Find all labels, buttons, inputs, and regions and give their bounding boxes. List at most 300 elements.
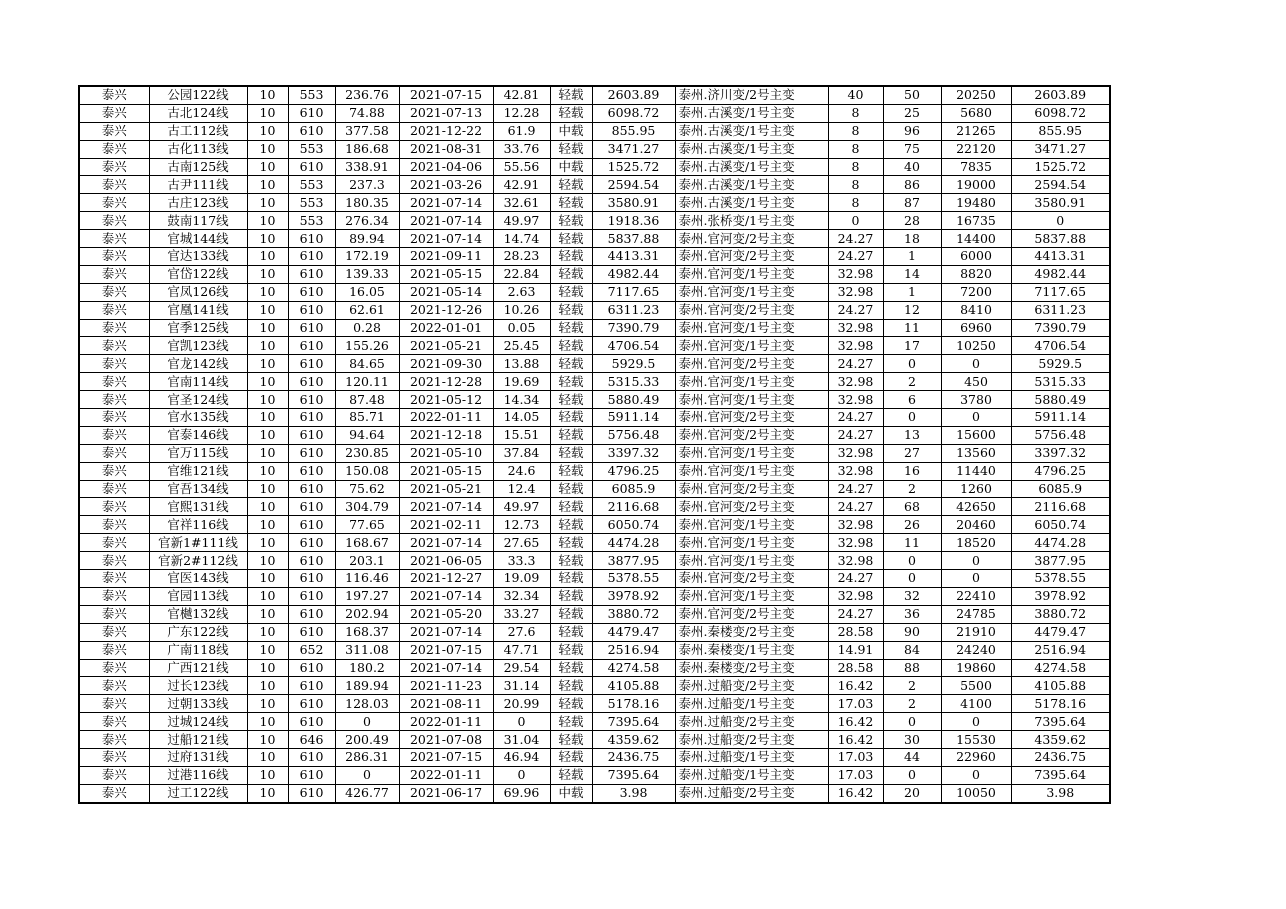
load-rate-cell: 0 — [493, 713, 550, 731]
capacity-total-cell: 20250 — [941, 86, 1011, 104]
table-body — [79, 86, 1110, 803]
city-cell: 泰兴 — [79, 265, 149, 283]
load-rate-cell: 0.05 — [493, 319, 550, 337]
capacity-total-cell: 8410 — [941, 301, 1011, 319]
city-cell: 泰兴 — [79, 230, 149, 248]
date-cell: 2021-08-11 — [399, 695, 493, 713]
capacity-cell: 610 — [288, 516, 335, 534]
date-cell: 2021-07-14 — [399, 230, 493, 248]
load-rate-cell: 37.84 — [493, 444, 550, 462]
load-status-cell: 轻载 — [550, 766, 592, 784]
city-cell: 泰兴 — [79, 731, 149, 749]
count-cell: 11 — [883, 319, 941, 337]
line-name-cell: 古工112线 — [149, 122, 247, 140]
capacity-cell: 610 — [288, 748, 335, 766]
margin-cell: 5911.14 — [592, 409, 675, 427]
available-cell: 6050.74 — [1011, 516, 1110, 534]
capacity-cell: 610 — [288, 283, 335, 301]
city-cell: 泰兴 — [79, 462, 149, 480]
capacity-total-cell: 0 — [941, 766, 1011, 784]
line-name-cell: 官新2#112线 — [149, 552, 247, 570]
load-rate-cell: 69.96 — [493, 784, 550, 802]
table-row — [79, 480, 1110, 498]
available-cell: 4706.54 — [1011, 337, 1110, 355]
table-row — [79, 552, 1110, 570]
load-cell: 197.27 — [335, 587, 399, 605]
margin-cell: 2116.68 — [592, 498, 675, 516]
load-cell: 0 — [335, 766, 399, 784]
load-cell: 189.94 — [335, 677, 399, 695]
count-cell: 6 — [883, 391, 941, 409]
line-name-cell: 古南125线 — [149, 158, 247, 176]
line-name-cell: 官吾134线 — [149, 480, 247, 498]
load-status-cell: 轻载 — [550, 86, 592, 104]
available-cell: 4479.47 — [1011, 623, 1110, 641]
capacity-total-cell: 7835 — [941, 158, 1011, 176]
voltage-cell: 10 — [247, 766, 288, 784]
date-cell: 2021-07-15 — [399, 748, 493, 766]
transformer-cell: 泰州.官河变/1号主变 — [675, 534, 828, 552]
table-row — [79, 283, 1110, 301]
capacity-total-cell: 16735 — [941, 212, 1011, 230]
voltage-cell: 10 — [247, 140, 288, 158]
table-row — [79, 731, 1110, 749]
line-name-cell: 官祥116线 — [149, 516, 247, 534]
line-name-cell: 官园113线 — [149, 587, 247, 605]
transformer-load-cell: 32.98 — [828, 587, 883, 605]
load-rate-cell: 12.73 — [493, 516, 550, 534]
count-cell: 12 — [883, 301, 941, 319]
date-cell: 2021-12-18 — [399, 426, 493, 444]
transformer-cell: 泰州.过船变/2号主变 — [675, 731, 828, 749]
table-row — [79, 605, 1110, 623]
voltage-cell: 10 — [247, 641, 288, 659]
load-status-cell: 轻载 — [550, 462, 592, 480]
city-cell: 泰兴 — [79, 480, 149, 498]
load-status-cell: 轻载 — [550, 176, 592, 194]
capacity-cell: 553 — [288, 212, 335, 230]
capacity-cell: 610 — [288, 104, 335, 122]
transformer-load-cell: 32.98 — [828, 337, 883, 355]
load-status-cell: 轻载 — [550, 248, 592, 266]
line-name-cell: 官圣124线 — [149, 391, 247, 409]
load-status-cell: 轻载 — [550, 605, 592, 623]
count-cell: 96 — [883, 122, 941, 140]
load-cell: 186.68 — [335, 140, 399, 158]
capacity-cell: 610 — [288, 659, 335, 677]
margin-cell: 4105.88 — [592, 677, 675, 695]
date-cell: 2022-01-11 — [399, 713, 493, 731]
table-row — [79, 373, 1110, 391]
line-name-cell: 官凰141线 — [149, 301, 247, 319]
margin-cell: 7390.79 — [592, 319, 675, 337]
transformer-load-cell: 8 — [828, 194, 883, 212]
capacity-cell: 610 — [288, 355, 335, 373]
count-cell: 2 — [883, 373, 941, 391]
load-cell: 304.79 — [335, 498, 399, 516]
table-row — [79, 713, 1110, 731]
city-cell: 泰兴 — [79, 122, 149, 140]
count-cell: 13 — [883, 426, 941, 444]
transformer-cell: 泰州.官河变/2号主变 — [675, 570, 828, 588]
load-rate-cell: 14.05 — [493, 409, 550, 427]
load-status-cell: 轻载 — [550, 319, 592, 337]
capacity-cell: 610 — [288, 534, 335, 552]
load-rate-cell: 14.34 — [493, 391, 550, 409]
city-cell: 泰兴 — [79, 426, 149, 444]
capacity-cell: 553 — [288, 140, 335, 158]
voltage-cell: 10 — [247, 570, 288, 588]
load-cell: 236.76 — [335, 86, 399, 104]
line-name-cell: 古尹111线 — [149, 176, 247, 194]
available-cell: 5837.88 — [1011, 230, 1110, 248]
transformer-cell: 泰州.过船变/1号主变 — [675, 695, 828, 713]
load-rate-cell: 20.99 — [493, 695, 550, 713]
capacity-cell: 610 — [288, 122, 335, 140]
date-cell: 2021-07-14 — [399, 659, 493, 677]
date-cell: 2021-04-06 — [399, 158, 493, 176]
count-cell: 32 — [883, 587, 941, 605]
margin-cell: 2516.94 — [592, 641, 675, 659]
count-cell: 11 — [883, 534, 941, 552]
line-name-cell: 官凤126线 — [149, 283, 247, 301]
capacity-cell: 610 — [288, 713, 335, 731]
city-cell: 泰兴 — [79, 283, 149, 301]
available-cell: 7390.79 — [1011, 319, 1110, 337]
load-cell: 94.64 — [335, 426, 399, 444]
city-cell: 泰兴 — [79, 248, 149, 266]
load-status-cell: 轻载 — [550, 641, 592, 659]
available-cell: 0 — [1011, 212, 1110, 230]
city-cell: 泰兴 — [79, 373, 149, 391]
table-row — [79, 426, 1110, 444]
load-status-cell: 轻载 — [550, 570, 592, 588]
available-cell: 5315.33 — [1011, 373, 1110, 391]
margin-cell: 2603.89 — [592, 86, 675, 104]
table-row — [79, 355, 1110, 373]
table-row — [79, 695, 1110, 713]
city-cell: 泰兴 — [79, 534, 149, 552]
load-cell: 0 — [335, 713, 399, 731]
voltage-cell: 10 — [247, 444, 288, 462]
load-cell: 75.62 — [335, 480, 399, 498]
voltage-cell: 10 — [247, 158, 288, 176]
line-name-cell: 过船121线 — [149, 731, 247, 749]
load-status-cell: 轻载 — [550, 355, 592, 373]
available-cell: 4359.62 — [1011, 731, 1110, 749]
capacity-cell: 610 — [288, 248, 335, 266]
transformer-load-cell: 32.98 — [828, 265, 883, 283]
voltage-cell: 10 — [247, 713, 288, 731]
capacity-total-cell: 10250 — [941, 337, 1011, 355]
capacity-total-cell: 4100 — [941, 695, 1011, 713]
available-cell: 4105.88 — [1011, 677, 1110, 695]
transformer-load-cell: 32.98 — [828, 516, 883, 534]
city-cell: 泰兴 — [79, 766, 149, 784]
available-cell: 7395.64 — [1011, 713, 1110, 731]
margin-cell: 5756.48 — [592, 426, 675, 444]
capacity-total-cell: 5680 — [941, 104, 1011, 122]
transformer-cell: 泰州.古溪变/1号主变 — [675, 104, 828, 122]
voltage-cell: 10 — [247, 194, 288, 212]
capacity-cell: 610 — [288, 587, 335, 605]
load-rate-cell: 31.14 — [493, 677, 550, 695]
date-cell: 2021-09-11 — [399, 248, 493, 266]
margin-cell: 855.95 — [592, 122, 675, 140]
count-cell: 17 — [883, 337, 941, 355]
margin-cell: 4706.54 — [592, 337, 675, 355]
date-cell: 2021-02-11 — [399, 516, 493, 534]
load-cell: 172.19 — [335, 248, 399, 266]
transformer-load-cell: 16.42 — [828, 713, 883, 731]
city-cell: 泰兴 — [79, 194, 149, 212]
load-cell: 116.46 — [335, 570, 399, 588]
table-row — [79, 462, 1110, 480]
load-status-cell: 轻载 — [550, 748, 592, 766]
load-status-cell: 轻载 — [550, 731, 592, 749]
line-name-cell: 官医143线 — [149, 570, 247, 588]
available-cell: 2516.94 — [1011, 641, 1110, 659]
load-rate-cell: 13.88 — [493, 355, 550, 373]
load-cell: 85.71 — [335, 409, 399, 427]
transformer-load-cell: 16.42 — [828, 677, 883, 695]
voltage-cell: 10 — [247, 230, 288, 248]
date-cell: 2021-12-27 — [399, 570, 493, 588]
available-cell: 3.98 — [1011, 784, 1110, 802]
load-cell: 128.03 — [335, 695, 399, 713]
voltage-cell: 10 — [247, 248, 288, 266]
transformer-cell: 泰州.官河变/1号主变 — [675, 516, 828, 534]
load-rate-cell: 47.71 — [493, 641, 550, 659]
count-cell: 25 — [883, 104, 941, 122]
available-cell: 7117.65 — [1011, 283, 1110, 301]
capacity-total-cell: 24785 — [941, 605, 1011, 623]
capacity-cell: 610 — [288, 677, 335, 695]
voltage-cell: 10 — [247, 176, 288, 194]
load-cell: 74.88 — [335, 104, 399, 122]
margin-cell: 4413.31 — [592, 248, 675, 266]
capacity-cell: 610 — [288, 373, 335, 391]
table-row — [79, 158, 1110, 176]
line-name-cell: 过港116线 — [149, 766, 247, 784]
table-row — [79, 409, 1110, 427]
transformer-cell: 泰州.官河变/1号主变 — [675, 552, 828, 570]
table-row — [79, 659, 1110, 677]
transformer-load-cell: 28.58 — [828, 659, 883, 677]
transformer-load-cell: 28.58 — [828, 623, 883, 641]
date-cell: 2021-07-14 — [399, 623, 493, 641]
date-cell: 2021-05-15 — [399, 265, 493, 283]
city-cell: 泰兴 — [79, 713, 149, 731]
margin-cell: 4359.62 — [592, 731, 675, 749]
line-name-cell: 官龙142线 — [149, 355, 247, 373]
margin-cell: 5178.16 — [592, 695, 675, 713]
voltage-cell: 10 — [247, 784, 288, 802]
voltage-cell: 10 — [247, 534, 288, 552]
transformer-cell: 泰州.秦楼变/1号主变 — [675, 641, 828, 659]
load-rate-cell: 27.65 — [493, 534, 550, 552]
margin-cell: 3978.92 — [592, 587, 675, 605]
capacity-cell: 610 — [288, 444, 335, 462]
margin-cell: 7117.65 — [592, 283, 675, 301]
load-status-cell: 轻载 — [550, 623, 592, 641]
available-cell: 5756.48 — [1011, 426, 1110, 444]
transformer-load-cell: 24.27 — [828, 480, 883, 498]
load-status-cell: 轻载 — [550, 409, 592, 427]
margin-cell: 1525.72 — [592, 158, 675, 176]
capacity-cell: 610 — [288, 462, 335, 480]
date-cell: 2021-05-10 — [399, 444, 493, 462]
table-row — [79, 498, 1110, 516]
load-cell: 230.85 — [335, 444, 399, 462]
load-cell: 377.58 — [335, 122, 399, 140]
date-cell: 2021-09-30 — [399, 355, 493, 373]
margin-cell: 1918.36 — [592, 212, 675, 230]
capacity-cell: 610 — [288, 337, 335, 355]
table-row — [79, 265, 1110, 283]
city-cell: 泰兴 — [79, 104, 149, 122]
voltage-cell: 10 — [247, 301, 288, 319]
load-status-cell: 轻载 — [550, 498, 592, 516]
city-cell: 泰兴 — [79, 176, 149, 194]
voltage-cell: 10 — [247, 409, 288, 427]
transformer-load-cell: 8 — [828, 122, 883, 140]
table-row — [79, 587, 1110, 605]
load-rate-cell: 42.81 — [493, 86, 550, 104]
load-status-cell: 轻载 — [550, 337, 592, 355]
transformer-load-cell: 32.98 — [828, 552, 883, 570]
capacity-total-cell: 21910 — [941, 623, 1011, 641]
transformer-cell: 泰州.过船变/2号主变 — [675, 677, 828, 695]
transformer-load-cell: 8 — [828, 176, 883, 194]
load-rate-cell: 49.97 — [493, 498, 550, 516]
available-cell: 1525.72 — [1011, 158, 1110, 176]
voltage-cell: 10 — [247, 337, 288, 355]
voltage-cell: 10 — [247, 283, 288, 301]
load-cell: 120.11 — [335, 373, 399, 391]
line-name-cell: 官城144线 — [149, 230, 247, 248]
available-cell: 5880.49 — [1011, 391, 1110, 409]
capacity-total-cell: 42650 — [941, 498, 1011, 516]
margin-cell: 3471.27 — [592, 140, 675, 158]
available-cell: 5929.5 — [1011, 355, 1110, 373]
transformer-load-cell: 32.98 — [828, 391, 883, 409]
count-cell: 2 — [883, 480, 941, 498]
transformer-cell: 泰州.官河变/2号主变 — [675, 498, 828, 516]
transformer-cell: 泰州.官河变/2号主变 — [675, 230, 828, 248]
load-status-cell: 轻载 — [550, 480, 592, 498]
load-rate-cell: 14.74 — [493, 230, 550, 248]
available-cell: 855.95 — [1011, 122, 1110, 140]
table-row — [79, 570, 1110, 588]
line-name-cell: 广南118线 — [149, 641, 247, 659]
date-cell: 2021-07-14 — [399, 194, 493, 212]
capacity-total-cell: 0 — [941, 355, 1011, 373]
transformer-cell: 泰州.古溪变/1号主变 — [675, 122, 828, 140]
available-cell: 4982.44 — [1011, 265, 1110, 283]
transformer-cell: 泰州.官河变/2号主变 — [675, 605, 828, 623]
capacity-cell: 610 — [288, 605, 335, 623]
load-status-cell: 轻载 — [550, 391, 592, 409]
capacity-total-cell: 7200 — [941, 283, 1011, 301]
count-cell: 2 — [883, 695, 941, 713]
table-row — [79, 516, 1110, 534]
load-rate-cell: 0 — [493, 766, 550, 784]
margin-cell: 2594.54 — [592, 176, 675, 194]
load-rate-cell: 33.3 — [493, 552, 550, 570]
transformer-cell: 泰州.官河变/1号主变 — [675, 337, 828, 355]
load-cell: 155.26 — [335, 337, 399, 355]
capacity-total-cell: 3780 — [941, 391, 1011, 409]
capacity-cell: 553 — [288, 194, 335, 212]
voltage-cell: 10 — [247, 373, 288, 391]
capacity-total-cell: 22960 — [941, 748, 1011, 766]
line-name-cell: 过长123线 — [149, 677, 247, 695]
count-cell: 1 — [883, 283, 941, 301]
line-name-cell: 官万115线 — [149, 444, 247, 462]
transformer-cell: 泰州.官河变/2号主变 — [675, 248, 828, 266]
date-cell: 2021-05-15 — [399, 462, 493, 480]
capacity-cell: 610 — [288, 623, 335, 641]
date-cell: 2021-05-20 — [399, 605, 493, 623]
transformer-load-cell: 8 — [828, 104, 883, 122]
load-status-cell: 轻载 — [550, 444, 592, 462]
load-rate-cell: 24.6 — [493, 462, 550, 480]
capacity-total-cell: 24240 — [941, 641, 1011, 659]
line-name-cell: 官水135线 — [149, 409, 247, 427]
city-cell: 泰兴 — [79, 498, 149, 516]
date-cell: 2022-01-01 — [399, 319, 493, 337]
voltage-cell: 10 — [247, 659, 288, 677]
load-status-cell: 轻载 — [550, 695, 592, 713]
line-name-cell: 官凯123线 — [149, 337, 247, 355]
capacity-cell: 553 — [288, 176, 335, 194]
transformer-cell: 泰州.官河变/2号主变 — [675, 355, 828, 373]
capacity-total-cell: 22410 — [941, 587, 1011, 605]
load-rate-cell: 61.9 — [493, 122, 550, 140]
available-cell: 5378.55 — [1011, 570, 1110, 588]
available-cell: 3397.32 — [1011, 444, 1110, 462]
margin-cell: 3580.91 — [592, 194, 675, 212]
count-cell: 14 — [883, 265, 941, 283]
transformer-cell: 泰州.官河变/1号主变 — [675, 373, 828, 391]
transformer-load-cell: 16.42 — [828, 784, 883, 802]
available-cell: 7395.64 — [1011, 766, 1110, 784]
count-cell: 75 — [883, 140, 941, 158]
transformer-cell: 泰州.官河变/1号主变 — [675, 265, 828, 283]
count-cell: 2 — [883, 677, 941, 695]
margin-cell: 5315.33 — [592, 373, 675, 391]
transformer-load-cell: 24.27 — [828, 248, 883, 266]
capacity-total-cell: 21265 — [941, 122, 1011, 140]
table-row — [79, 748, 1110, 766]
line-name-cell: 过城124线 — [149, 713, 247, 731]
load-cell: 311.08 — [335, 641, 399, 659]
load-cell: 62.61 — [335, 301, 399, 319]
date-cell: 2021-06-17 — [399, 784, 493, 802]
capacity-total-cell: 0 — [941, 570, 1011, 588]
line-name-cell: 过朝133线 — [149, 695, 247, 713]
available-cell: 3978.92 — [1011, 587, 1110, 605]
date-cell: 2021-08-31 — [399, 140, 493, 158]
count-cell: 28 — [883, 212, 941, 230]
capacity-total-cell: 5500 — [941, 677, 1011, 695]
city-cell: 泰兴 — [79, 140, 149, 158]
available-cell: 6311.23 — [1011, 301, 1110, 319]
city-cell: 泰兴 — [79, 570, 149, 588]
capacity-cell: 610 — [288, 480, 335, 498]
available-cell: 3580.91 — [1011, 194, 1110, 212]
